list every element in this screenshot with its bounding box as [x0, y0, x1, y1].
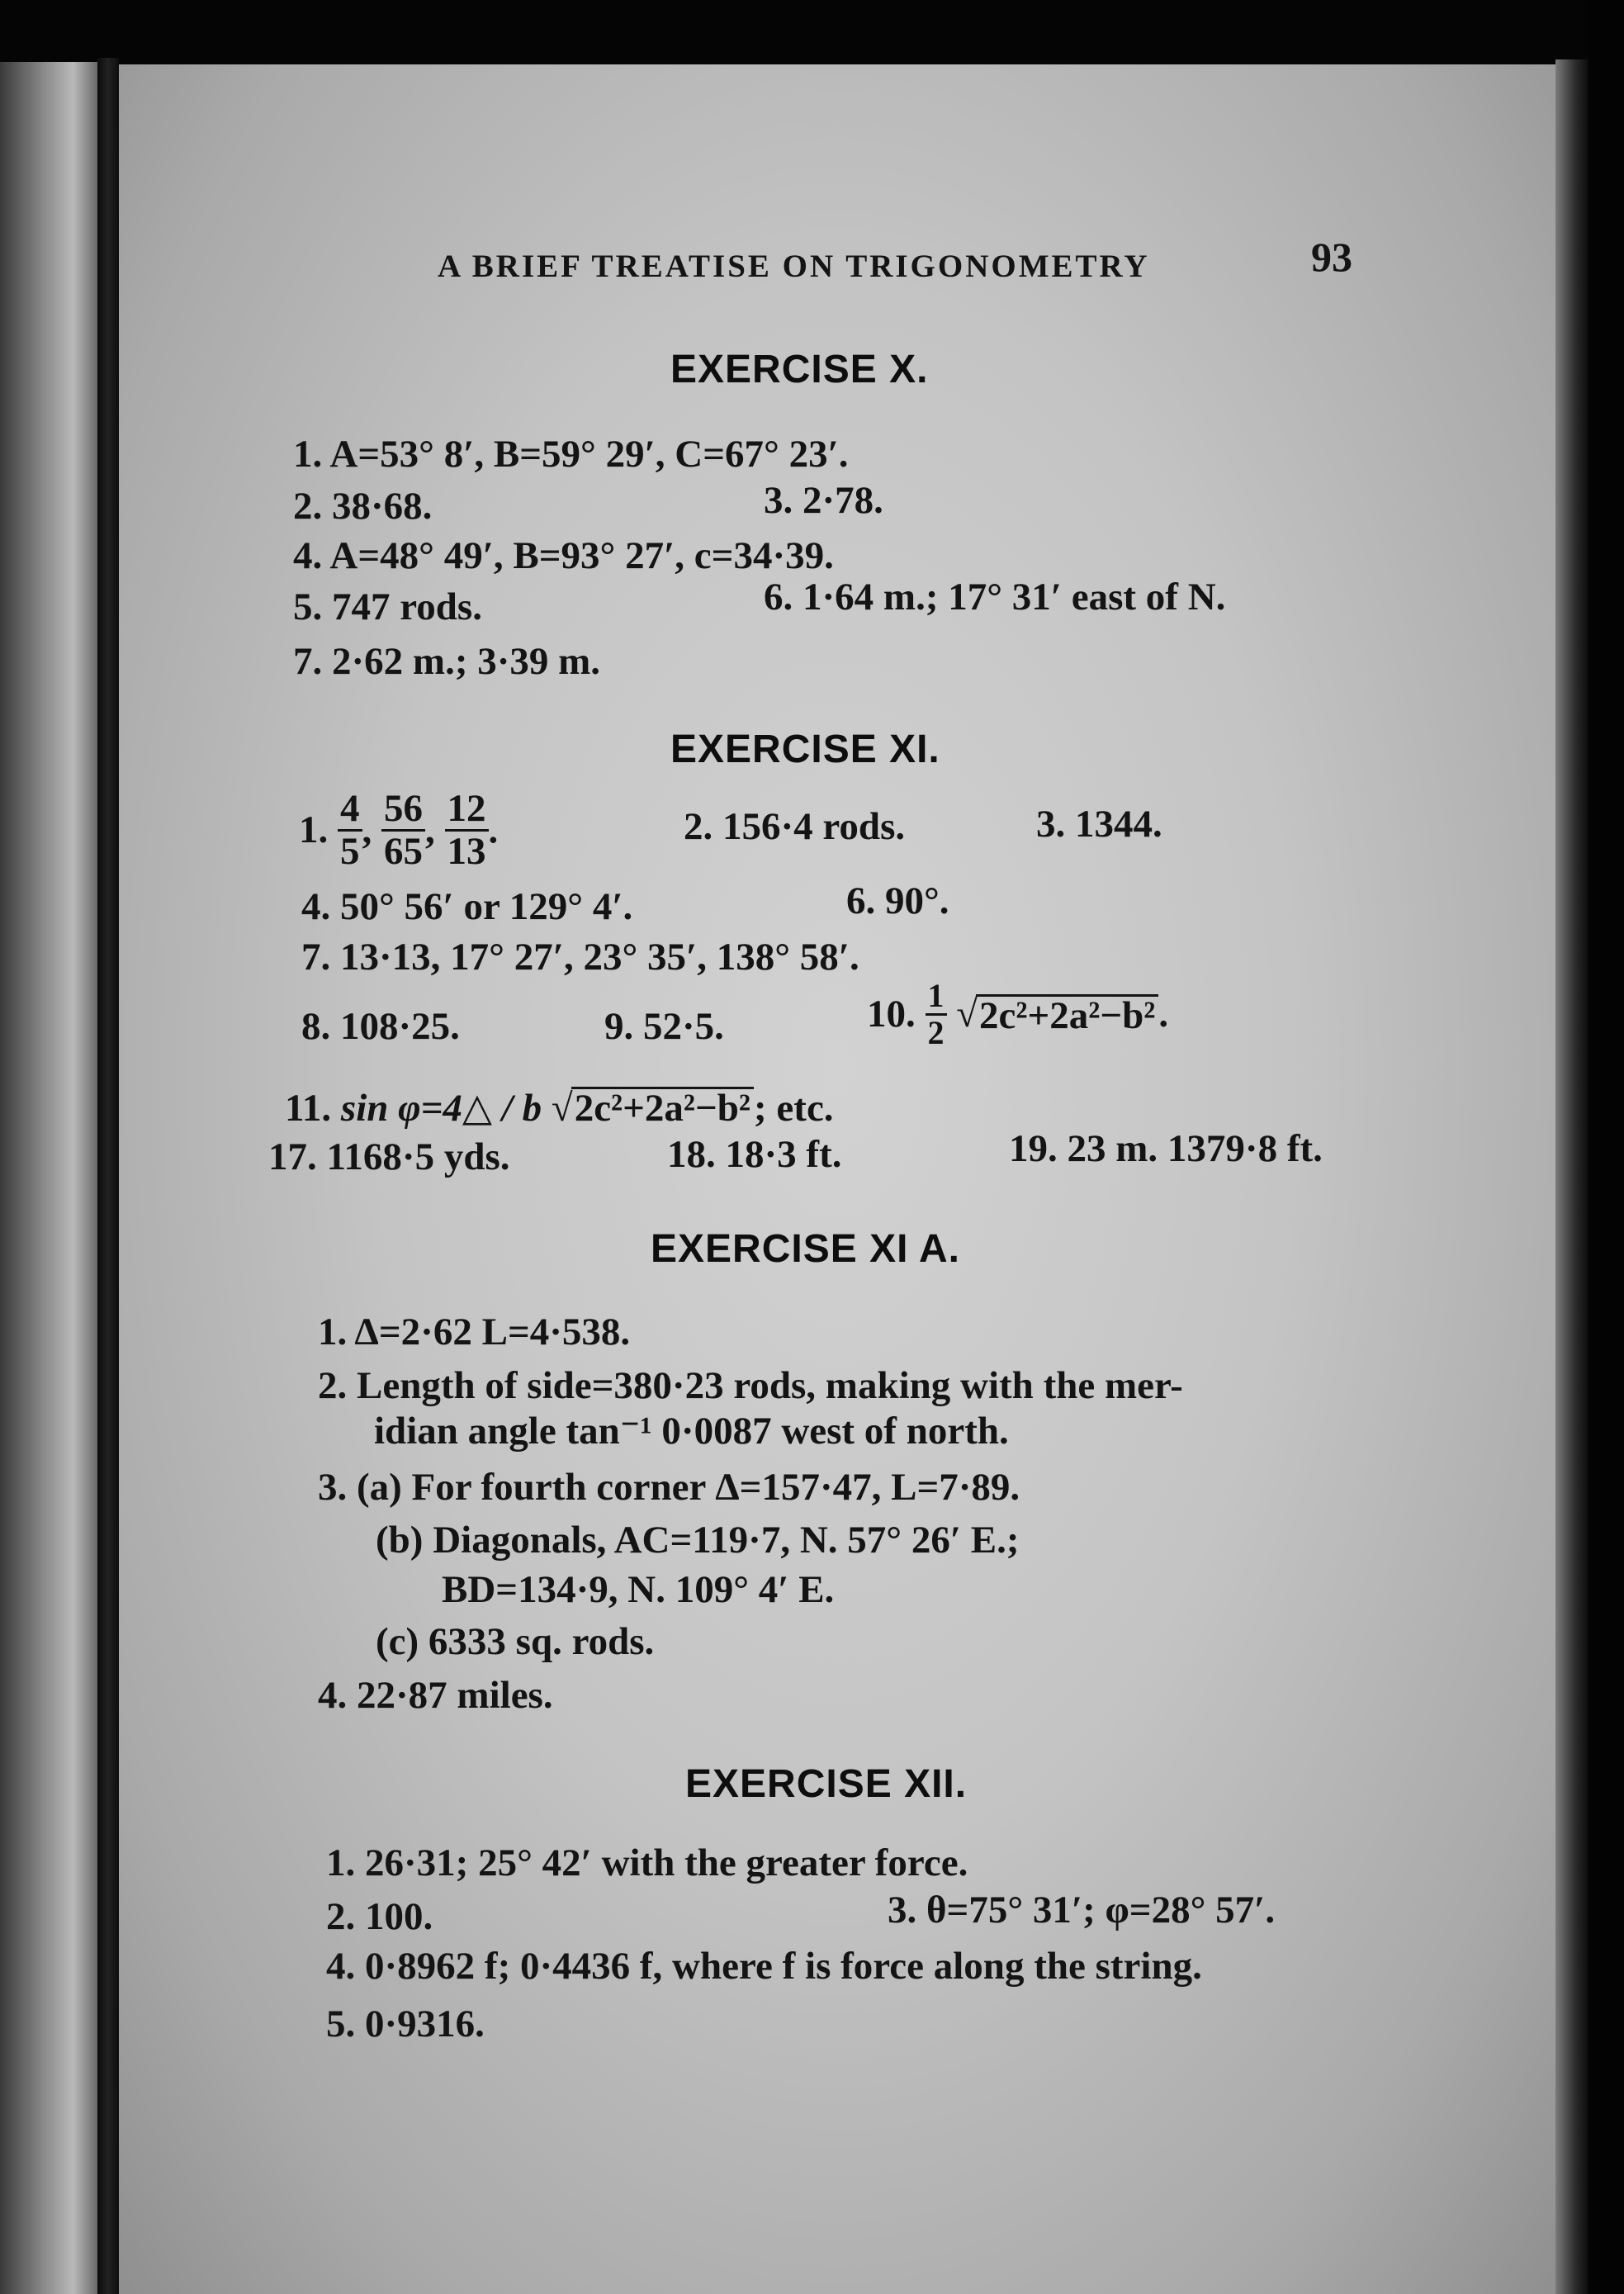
- ex10-answer-4: [293, 534, 834, 577]
- ex11-answer-1: 1. $\frac{4}{5}$ , $\frac{56}{65}$ , $\frac{12}{13}$ .: [299, 787, 499, 874]
- denominator: 5: [340, 830, 360, 874]
- item-text: 1344.: [1075, 803, 1162, 846]
- numerator: 12: [445, 789, 489, 832]
- ex10-answer-6: [764, 578, 1225, 617]
- fraction: [338, 789, 362, 873]
- denominator: 2: [927, 1014, 945, 1051]
- ex12-answer-2: [326, 1895, 433, 1938]
- item-text: 13·13, 17° 27′, 23° 35′, 138° 58′.: [340, 936, 859, 979]
- exercise-xia-heading: EXERCISE XI A.: [651, 1227, 960, 1271]
- ex11a-answer-1: [318, 1313, 630, 1352]
- item-number: 9.: [604, 1005, 634, 1048]
- item-number: 1.: [318, 1311, 348, 1353]
- ex11-answer-6: [846, 879, 949, 922]
- item-number: 4.: [293, 534, 323, 577]
- item-text: 156·4 rods.: [722, 805, 906, 848]
- ex11-answer-10: [867, 979, 1168, 1050]
- item-text: idian angle tan⁻¹ 0·0087 west of north.: [374, 1410, 1009, 1453]
- item-number: 8.: [301, 1005, 331, 1048]
- item-number: 6.: [846, 879, 876, 922]
- item-number: 4.: [318, 1674, 348, 1717]
- item-text: 1·64 m.; 17° 31′ east of N.: [803, 576, 1226, 619]
- ex11-answer-7: [301, 938, 859, 977]
- exercise-xi-heading: EXERCISE XI.: [670, 728, 940, 771]
- item-number: 7.: [301, 936, 331, 979]
- ex10-answer-5: [293, 585, 482, 628]
- item-number: 3.: [764, 479, 793, 522]
- book-gutter: [97, 58, 119, 2294]
- item-number: 4.: [301, 885, 331, 928]
- item-text: θ=75° 31′; φ=28° 57′.: [926, 1889, 1276, 1931]
- denominator: 65: [384, 830, 423, 874]
- ex11-answer-19: [1009, 1127, 1323, 1170]
- ex12-answer-4: [326, 1947, 1202, 1986]
- period: .: [1158, 993, 1169, 1036]
- scan-top-border: [0, 0, 1624, 66]
- ex11-answer-17: [268, 1135, 510, 1178]
- item-text: (c) 6333 sq. rods.: [376, 1620, 655, 1663]
- item-text: 108·25.: [340, 1005, 460, 1048]
- item-number: 3.: [318, 1466, 348, 1509]
- ex10-answer-1: [293, 435, 849, 474]
- item-text: 26·31; 25° 42′ with the greater force.: [365, 1841, 968, 1884]
- scan-right-border: [1588, 0, 1624, 2294]
- ex11a-answer-2-cont: [374, 1412, 1009, 1451]
- radical-sign: √: [551, 1087, 573, 1130]
- ex11a-answer-4: [318, 1676, 553, 1715]
- item-number: 5.: [326, 2003, 356, 2045]
- item-number: 18.: [667, 1133, 716, 1176]
- ex11-answer-8: [301, 1007, 460, 1046]
- item-number: 2.: [684, 805, 713, 848]
- item-text: 2·78.: [803, 479, 883, 522]
- ex11a-answer-3b: [376, 1521, 1020, 1560]
- item-number: 19.: [1009, 1127, 1058, 1170]
- numerator: 4: [338, 789, 362, 832]
- item-text: 1168·5 yds.: [326, 1135, 510, 1178]
- ex11-answer-11: [285, 1087, 834, 1128]
- item-text: 0·8962 f; 0·4436 f, where f is force along the string.: [365, 1945, 1202, 1988]
- radical-sign: √: [956, 993, 978, 1036]
- item-text-end: ; etc.: [754, 1087, 834, 1130]
- numerator: 56: [381, 789, 425, 832]
- page-number: 93: [1311, 234, 1352, 280]
- item-text: 22·87 miles.: [357, 1674, 553, 1717]
- ex10-answer-7: [293, 642, 600, 681]
- ex12-answer-1: [326, 1841, 968, 1884]
- item-number: 4.: [326, 1945, 356, 1988]
- ex11-answer-4: [301, 885, 633, 928]
- item-text: 90°.: [885, 879, 949, 922]
- item-number: 1.: [299, 808, 329, 852]
- item-text: Length of side=380·23 rods, making with the mer-: [357, 1364, 1183, 1407]
- ex11a-answer-2: [318, 1364, 1183, 1407]
- item-text: 50° 56′ or 129° 4′.: [340, 885, 633, 928]
- item-text: BD=134·9, N. 109° 4′ E.: [442, 1568, 835, 1611]
- item-number: 6.: [764, 576, 793, 619]
- item-number: 17.: [268, 1135, 317, 1178]
- item-text: sin φ=4△ / b: [340, 1087, 542, 1130]
- ex11a-answer-3c: [376, 1620, 655, 1663]
- exercise-xii-heading: EXERCISE XII.: [685, 1762, 968, 1806]
- ex11-answer-18: [667, 1135, 841, 1174]
- item-text: A=48° 49′, B=93° 27′, c=34·39.: [329, 534, 834, 577]
- fraction: [926, 979, 947, 1050]
- item-text: (a) For fourth corner Δ=157·47, L=7·89.: [357, 1466, 1020, 1509]
- running-title: A BRIEF TREATISE ON TRIGONOMETRY: [438, 249, 1150, 284]
- item-text: 100.: [365, 1895, 433, 1938]
- item-text: 747 rods.: [332, 585, 482, 628]
- item-number: 5.: [293, 585, 323, 628]
- fraction: [381, 789, 425, 873]
- ex11-answer-2: [684, 805, 906, 848]
- item-number: 2.: [293, 485, 323, 528]
- item-number: 1.: [326, 1841, 356, 1884]
- item-text: 2·62 m.; 3·39 m.: [332, 640, 601, 683]
- item-number: 10.: [867, 993, 916, 1036]
- item-number: 11.: [285, 1087, 332, 1130]
- item-text: (b) Diagonals, AC=119·7, N. 57° 26′ E.;: [376, 1519, 1020, 1562]
- exercise-x-heading: EXERCISE X.: [670, 348, 929, 391]
- ex11a-answer-3a: [318, 1468, 1020, 1507]
- item-number: 1.: [293, 433, 323, 476]
- item-text: A=53° 8′, B=59° 29′, C=67° 23′.: [329, 433, 849, 476]
- ex11-answer-3: [1036, 805, 1162, 844]
- ex11-answer-9: [604, 1007, 724, 1046]
- item-text: Δ=2·62 L=4·538.: [354, 1311, 631, 1353]
- ex12-answer-3: [888, 1891, 1275, 1930]
- ex10-answer-2: [293, 487, 432, 526]
- item-text: 0·9316.: [365, 2003, 485, 2045]
- ex10-answer-3: [764, 481, 883, 520]
- facing-page-edge: [0, 62, 97, 2294]
- item-number: 3.: [1036, 803, 1066, 846]
- item-text: 38·68.: [332, 485, 433, 528]
- radicand: 2c²+2a²−b²: [976, 994, 1158, 1036]
- denominator: 13: [447, 830, 486, 874]
- item-text: 18·3 ft.: [725, 1133, 842, 1176]
- item-text: 52·5.: [643, 1005, 724, 1048]
- item-number: 2.: [326, 1895, 356, 1938]
- page-right-edge: [1555, 59, 1588, 2294]
- numerator: 1: [926, 979, 947, 1016]
- item-number: 2.: [318, 1364, 348, 1407]
- item-number: 3.: [888, 1889, 917, 1931]
- item-text: 23 m. 1379·8 ft.: [1067, 1127, 1323, 1170]
- ex12-answer-5: [326, 2005, 485, 2044]
- radicand: 2c²+2a²−b²: [571, 1087, 754, 1128]
- ex11a-answer-3b-cont: [442, 1568, 835, 1611]
- item-number: 7.: [293, 640, 323, 683]
- fraction: [445, 789, 489, 873]
